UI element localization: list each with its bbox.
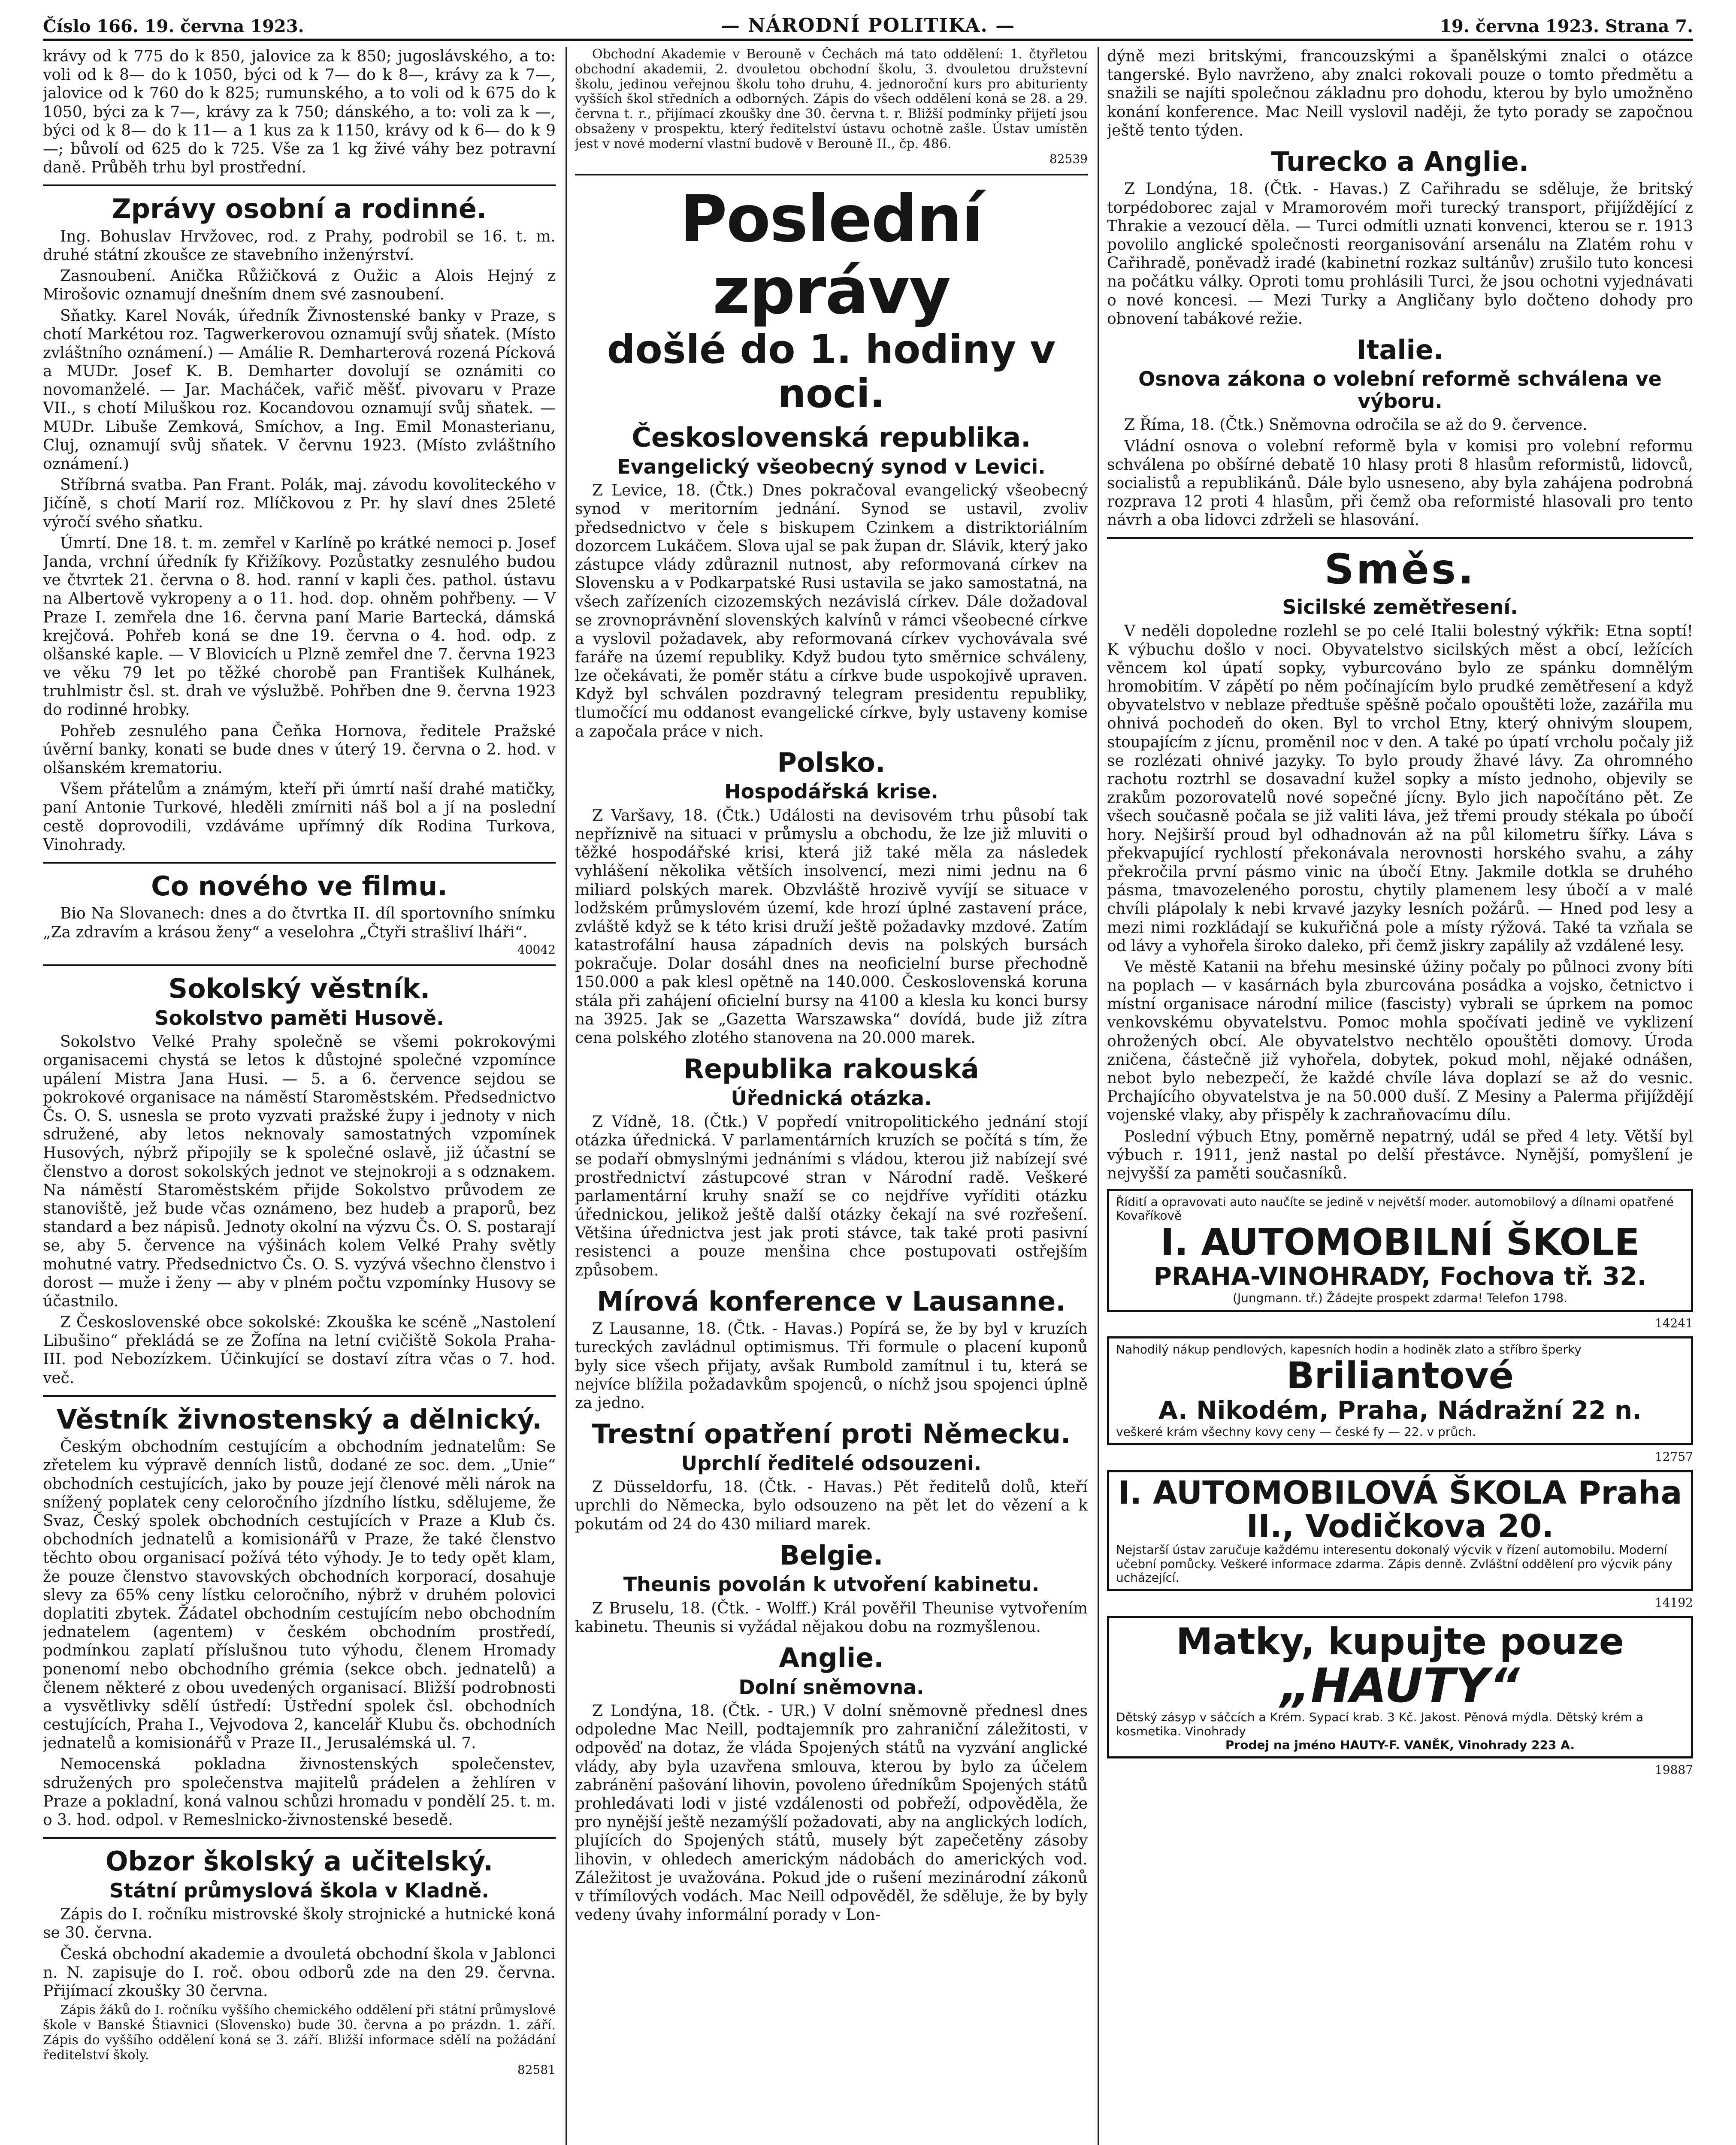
article-text: Z Bruselu, 18. (Čtk. - Wolff.) Král pověřil Theunise vytvořením kabinetu. Theunis si vyžádal nějakou dobu na rozmyšlenou. — [575, 1599, 1088, 1636]
column-1 — [43, 47, 556, 2145]
section-subheading: Úřednická otázka. — [731, 1086, 932, 1110]
latest-news-subheading: došlé do 1. hodiny v noci. — [607, 326, 1056, 417]
ad-code: 40042 — [517, 942, 556, 957]
ad-title: I. AUTOMOBILOVÁ ŠKOLA Praha II., Vodičkova 20. — [1118, 1474, 1682, 1545]
section-subheading: Hospodářská krise. — [724, 780, 938, 804]
article-text: Bio Na Slovanech: dnes a do čtvrtka II. díl sportovního snímku „Za zdravím a krásou ženy“ a veselohra „Čtyři strašliví lháři“. — [43, 905, 556, 941]
divider — [43, 184, 556, 186]
article-text: Sokolstvo Velké Prahy společně se všemi pokrokovými organisacemi chystá se letos k důstojné společné vzpomínce upálení Mistra Jana Husi. — 5. a 6. července sejdou se pokrokové organisace na náměstí Staroměstském. Předsednictvo Čs. O. S. usnesla se proto vyzvati pražské župy i jednoty v nich sdružené, aby letos neknovaly samostatných vzpomínek Husových, nýbrž připojily se k společné oslavě, již účastní se členstvo a dorost sokolských jednot ve stejnokroji a s odznakem. Na náměstí Staroměstském přijde Sokolstvo průvodem ze stanoviště, jež bude včas oznámeno, bez hudeb a praporů, bez standard a bez nápisů. Jednoty okolní na výzvu Čs. O. S. postarají se, aby 5. července na výšinách kolem Velké Prahy světly mohutné vatry. Předsednictvo Čs. O. S. vyzývá všechno členstvo i dorost — muže i ženy — aby v plném počtu vzpomínky Husovy se účastnilo. — [43, 1033, 556, 1310]
section-heading: Italie. — [1356, 334, 1444, 366]
article-text: Stříbrná svatba. Pan Frant. Polák, maj. závodu kovoliteckého v Jičíně, s chotí Marií roz. Mlíčkovou z Pr. hy slaví dnes 25leté výročí svého sňatku. — [43, 476, 556, 531]
page-header — [43, 13, 1693, 41]
advertisement — [1107, 1470, 1693, 1591]
article-text: Zápis žáků do I. ročníku vyššího chemického oddělení při státní průmyslové škole v Banské Štiavnici (Slovensko) bude 30. června a po prázdn. 1. září. Zápis do vyššího oddělení koná se 3. září. Bližší informace sdělí na požádání ředitelství školy. — [43, 2003, 556, 2063]
ad-text: Prodej na jméno HAUTY-F. VANĚK, Vinohrady 223 A. — [1225, 1737, 1575, 1752]
section-subheading: Uprchlí ředitelé odsouzeni. — [681, 1451, 982, 1475]
section-subheading: Sicilské zemětřesení. — [1282, 595, 1518, 619]
section-heading: Polsko. — [777, 746, 886, 778]
article-text: Z Lausanne, 18. (Čtk. - Havas.) Popírá se, že by byl v kruzích tureckých zavládnul optimismus. Tři formule o placení kuponů byly sice všech přijaty, avšak Rumbold zamítnul i tu, která se nejvíce blížila požadavkům spojenců, o níchž jsou spojenci úplně za jedno. — [575, 1320, 1088, 1412]
article-text: Z Londýna, 18. (Čtk. - UR.) V dolní sněmovně přednesl dnes odpoledne Mac Neill, podtajemník pro zahraniční záležitosti, v odpověď na dotaz, že vláda Spojených států na vyzvání anglické vlády, aby byla uzavřena smlouva, kterou by bylo za účelem zabránění pašování lihovin, povoleno úředníkům Spojených států prohledávati lodi v jisté vzdálenosti od pobřeží, odpověděla, že pro nynější ještě nezamýšlí požadovati, aby na anglických lodích, plujících do Spojených států, musely být zapečetěny zásoby lihovin, v ohledech americkým nádobách do amerických vod. Záležitost je uvažována. Pokud jde o rušení mezinárodní zákonů v třímílových vodách. Mac Neill odpověděl, že sděluje, že by byly vedeny úvahy informální porady v Lon- — [575, 1702, 1088, 1924]
article-text: Z Londýna, 18. (Čtk. - Havas.) Z Cařihradu se sděluje, že britský torpédoborec zajal v Mramorovém moři turecký transport, přijíždějící z Thrakie a vezoucí děla. — Turci odmítli uznati konvenci, kterou se r. 1913 povolilo anglické společnosti reorganisování arsenálu na Zlatém rohu v Cařihradě, poněvadž iradé (kabinetní rozkaz sultánův) zrušilo tuto koncesi na počátku války. Oproti tomu prohlásili Turci, že jsou ochotni vyjednávati o nové koncesi. — Mezi Turky a Angličany bylo dočteno dohody pro obnovení tabákové režie. — [1107, 180, 1693, 328]
ad-subtitle: PRAHA-VINOHRADY, Fochova tř. 32. — [1153, 1261, 1647, 1291]
article-text: Z Düsseldorfu, 18. (Čtk. - Havas.) Pět ředitelů dolů, kteří uprchli do Německa, bylo odsouzeno na pět let do vězení a k pokutám od 24 do 430 miliard marek. — [575, 1478, 1088, 1533]
ad-title: Matky, kupujte pouze — [1176, 1620, 1624, 1663]
section-subheading: Státní průmyslová škola v Kladně. — [109, 1879, 489, 1902]
ad-text: veškeré krám všechny kovy ceny — české fy — 22. v průch. — [1116, 1425, 1476, 1439]
article-text: Z Říma, 18. (Čtk.) Sněmovna odročila se až do 9. července. — [1124, 416, 1588, 434]
ad-code: 82581 — [517, 2063, 556, 2077]
section-subheading: Sokolstvo paměti Husově. — [154, 1006, 444, 1030]
article-text: Ve městě Katanii na břehu mesinské úžiny počaly po půlnoci zvony bíti na poplach — v kasárnách byla zburcována posádka a vojsko, četnictvo i místní organisace národní milice (fascisty) vybrali se úprkem na pomoc venkovskému obyvatelstvu. Pomoc mohla spočívati jedině ve vyklizení ohrožených obcí. Ale obyvatelstvo nechtělo opouštěti domovy. Úroda zničena, částečně již vyhořela, dobytek, pokud mohl, nějaké odnášen, nebot bylo nebezpečí, že každé chvíle láva doplazí se až do vesnic. Prchajícího obyvatelstva je na 50.000 duší. Z Mesiny a Palerma přijíždějí vojenské vlaky, aby přispěly k zachraňovacímu dílu. — [1107, 958, 1693, 1124]
section-heading: Směs. — [1324, 545, 1476, 594]
article-text: Z Levice, 18. (Čtk.) Dnes pokračoval evangelický všeobecný synod v meritorním jednání. Synod se ustavil, zvoliv předsednictvo v čele s biskupem Czinkem a distriktoriálním dozorcem Lukáčem. Slova ujal se pak župan dr. Slávik, který jako zástupce vlády zdůraznil nutnost, aby reformovaná církev na Slovensku a v Podkarpatské Rusi ustavila se jako samostatná, na všech zařízeních cizozemských nezávislá církev. Dále dožadoval se zrovnoprávnění slovenských kalvínů v rámci všeobecné církve a vyslovil požadavek, aby reformovaná církev vychovávala své faráře na území republiky. Když budou tyto směrnice schváleny, lze očekávati, že poměr státu a církve bude uspokojivě upraven. Když byl schválen pozdravný telegram presidentu republiky, tlumočící mu oddanost evangelické církve, byly ustaveny komise a započala práce v nich. — [575, 482, 1088, 740]
article-text: Sňatky. Karel Novák, úředník Živnostenské banky v Praze, s chotí Markétou roz. Tagwerkerovou oznamují svůj sňatek. (Místo zvláštního oznámení.) — Amálie R. Demharterová rozená Pícková a MUDr. Josef K. B. Demharter dovolují se oznámiti co novomanželé. — Jar. Macháček, vařič měšť. pivovaru v Praze VII., s chotí Miluškou roz. Kocandovou oznamují svůj sňatek. — MUDr. Libuše Zemková, Smíchov, a Ing. Emil Monasterianu, Cluj, oznamují svůj sňatek. V červnu 1923. (Místo zvláštního oznámení.) — [43, 307, 556, 473]
ad-title: I. AUTOMOBILNÍ ŠKOLE — [1160, 1221, 1640, 1264]
column-divider — [566, 47, 567, 2145]
article-text: Zápis do I. ročníku mistrovské školy strojnické a hutnické koná se 30. června. — [43, 1906, 556, 1942]
advertisement — [1107, 1336, 1693, 1445]
section-heading: Trestní opatření proti Německu. — [592, 1418, 1071, 1450]
article-text: Nemocenská pokladna živnostenských společenstev, sdružených pro společenstva majitelů prádelen a žehlíren v Praze a pokladní, koná valnou schůzi hromadu v pondělí 25. t. m. o 3. hod. odpol. v Remeslnicko-živnostenské besedě. — [43, 1755, 556, 1829]
section-heading: Sokolský věstník. — [168, 973, 430, 1005]
article-text: Z Československé obce sokolské: Zkouška ke scéně „Nastolení Libušino“ překládá se ze Žofína na letní cvičiště Sokola Praha-III. pod Nebozízkem. Účinkující se dostaví zítra včas o 7. hod. več. — [43, 1314, 556, 1387]
ad-code: 14241 — [1654, 1316, 1693, 1330]
section-heading: Anglie. — [779, 1642, 884, 1674]
ad-title: Briliantové — [1286, 1354, 1514, 1398]
ad-code: 19887 — [1654, 1762, 1693, 1777]
divider — [43, 964, 556, 966]
section-heading: Věstník živnostenský a dělnický. — [56, 1403, 542, 1435]
divider — [43, 1395, 556, 1397]
article-text: Ing. Bohuslav Hrvžovec, rod. z Prahy, podrobil se 16. t. m. druhé státní zkoušce ze stavebního inženýrství. — [43, 227, 556, 264]
page-number: 19. června 1923. Strana 7. — [1440, 16, 1693, 36]
ad-text: Nejstarší ústav zaručuje každému interesentu dokonalý výcvik v řízení automobilu. Moderní učební pomůcky. Veškeré informace zdarma. Zápis denně. Zvláštní oddělení pro výcvik pány ucházející. — [1116, 1543, 1672, 1585]
advertisement — [1107, 1189, 1693, 1311]
issue-number: Číslo 166. 19. června 1923. — [43, 16, 304, 36]
newspaper-title: — NÁRODNÍ POLITIKA. — — [720, 15, 1016, 36]
article-text: Českým obchodním cestujícím a obchodním jednatelům: Se zřetelem ku výpravě denních listů, dodané ze soc. dem. „Unie“ obchodních cestujících, jako by pouze její členové měli nárok na snížený poplatek ceny celoročního jízdního lístku, sdělujeme, že Svaz, Český spolek obchodních cestujících v Praze a Klub čs. obchodních jednatelů a komisionářů v Praze, že také členstvo těchto obou organisací požívá této výhody. Je to tedy opět klam, že pouze členstvo stavovských obchodních korporací, dosahuje slevy za 65% ceny lístku celoročního, nýbrž v druhém polovici doplatiti zbytek. Žádatel obchodním cestujícím nebo obchodním jednatelem (agentem) v českém obchodním prostředí, podmínkou zaplatí příslušnou tuto výhodu, členem Hromady ponenomí nebo obchodního grémia (sekce obch. jednatelů) a členem některé z obou uvedených organisací. Bližší podrobnosti a vysvětlivky sdělí ústředí: Ústřední spolek čsl. obchodních cestujících, Praha I., Vejvodova 2, kancelář Klubu čs. obchodních jednatelů a komisionářů v Praze II., Jerusalémská ul. 7. — [43, 1438, 556, 1752]
article-text: Poslední výbuch Etny, poměrně nepatrný, udál se před 4 lety. Větší byl výbuch r. 1911, jenž nastal po delší přestávce. Nynější, pomyšlení je nejvyšší za paměti současníků. — [1107, 1127, 1693, 1182]
ad-subtitle: A. Nikodém, Praha, Nádražní 22 n. — [1158, 1395, 1642, 1425]
ad-code: 14192 — [1654, 1595, 1693, 1610]
advertisement — [1107, 1616, 1693, 1758]
section-subheading: Theunis povolán k utvoření kabinetu. — [623, 1573, 1040, 1596]
column-3 — [1107, 47, 1693, 2145]
section-heading: Mírová konference v Lausanne. — [597, 1285, 1066, 1317]
article-text: Česká obchodní akademie a dvouletá obchodní škola v Jablonci n. N. zapisuje do I. roč. obou odborů zde na den 29. června. Přijímací zkoušky 30 června. — [43, 1945, 556, 2000]
notice-text: Obchodní Akademie v Berouně v Čechách má tato oddělení: 1. čtyřletou obchodní akademii, 2. dvouletou obchodní školu, 3. dvouletou družstevní školu, jedinou veřejnou školu toho druhu, 4. jednoroční kurs pro abiturienty vyšších škol středních a odborných. Zápis do všech oddělení koná se 28. a 29. června t. r., přijímací zkoušky dne 30. června t. r. Bližší podmínky přijetí jsou obsaženy v prospektu, který ředitelství ústavu ochotně zašle. Ústav umístěn jest v nové moderní vlastní budově v Berouně II., čp. 486. — [575, 47, 1088, 151]
section-heading: Zprávy osobní a rodinné. — [112, 193, 487, 225]
ad-text: Řídití a opravovati auto naučíte se jedině v největší moder. automobilový a dílnami opatřené Kovaříkově — [1116, 1195, 1674, 1223]
divider — [43, 1837, 556, 1839]
article-text: Zasnoubení. Anička Růžičková z Oužic a Alois Hejný z Mirošovic oznamují dnešním dnem své zasnoubení. — [43, 267, 556, 304]
divider — [43, 862, 556, 864]
article-text: Vládní osnova o volební reformě byla v komisi pro volební reformu schválena po obšírné debatě 10 hlasy proti 8 hlasům reformistů, lidovců, socialistů a republikánů. Dále bylo usneseno, aby byla zahájena podrobná rozprava 12 proti 4 hlasům, při čemž oba reformisté hlasovali pro tento návrh a oba lidovci zdrželi se hlasování. — [1107, 437, 1693, 529]
article-text: Z Vídně, 18. (Čtk.) V popředí vnitropolitického jednání stojí otázka úřednická. V parlamentárních kruzích se počítá s tím, že se podaří obmyslnými jednáními s vládou, kterou již nabízejí své prostřednictví zástupcové stran v Národní radě. Veškeré parlamentární kruhy snaží se co nejdříve vyříditi otázku úřednickou, jelikož ještě další otázky čekají na své rozřešení. Většina úřednictva jest jak proti stávce, tak také proti pasivní resistenci a pouze menšina chce postupovati ostřejším způsobem. — [575, 1113, 1088, 1279]
column-2 — [575, 47, 1088, 2145]
section-subheading: Dolní sněmovna. — [738, 1675, 924, 1699]
article-text: V neděli dopoledne rozlehl se po celé Italii bolestný výkřik: Etna soptí! K výbuchu došlo v noci. Obyvatelstvo sicilských měst a obcí, ležících věncem kol úpatí sopky, vyburcováno bylo ze spánku domnělým hromobitím. V zápětí po něm počínajícím bylo prudké zemětřesení a když obyvatelstvo v neblaze předtuše spěšně počalo opouštěti lože, zazářila mu ohnivá pochodeň do oken. Byl to vrchol Etny, který ohnivým sloupem, stoupajícím z jícnu, proměnil noc v den. A také po úpatí vrcholu počaly již se rozlézati ohnivé jazyky. To bylo proudy žhavé lávy. Za ohromného rachotu roztrhl se dosavadní kužel sopky a místo jednoho, objevily se zrakům pozorovatelů nové sopečné jícny. Bylo jich napočítáno pět. Ze všech současně počala se již valiti láva, jež třemi proudy stékala po úbočí hory. Nejširší proud byl odhadnován až na půl kilometru šířky. Láva s překvapující rychlostí překonávala nerovnosti horského svahu, a záhy překročila první pásmo vinic na úbočí Etny. Jakmile dotkla se druhého pásma, tmavozeleného porostu, chytily plamenem lesy úbočí a v malé chvíli plápolaly k nebi krvavé jazyky lesních požárů. — Hned pod lesy a mezi nimi rozkládají se kukuřičná pole a místy rýžová. Také ta vzňala se od lávy a vyhořela široko daleko, při čemž jiskry zapálily až vzdálené lesy. — [1107, 622, 1693, 955]
section-heading: Obzor školský a učitelský. — [105, 1846, 493, 1877]
divider — [575, 174, 1088, 175]
article-text: Všem přátelům a známým, kteří při úmrtí naší drahé matičky, paní Antonie Turkové, hleděli zmírniti náš bol a jí na poslední cestě doprovodili, vzdáváme upřímný dík Rodina Turkova, Vinohrady. — [43, 780, 556, 854]
section-heading: Turecko a Anglie. — [1271, 145, 1529, 177]
article-text: dýně mezi britskými, francouzskými a španělskými znalci o otázce tangerské. Bylo navrženo, aby znalci rokovali pouze o tomto předmětu a snažili se najíti společnou základnu pro dohodu, kterou by bylo umožněno konání konference. Mac Neill vyslovil naději, že tyto porady se započnou ještě tento týden. — [1107, 48, 1693, 139]
section-heading: Republika rakouská — [684, 1053, 979, 1085]
ad-code: 82539 — [1049, 151, 1088, 166]
article-text: Pohřeb zesnulého pana Čeňka Hornova, ředitele Pražské úvěrní banky, konati se bude dnes v úterý 19. června o 2. hod. v olšanském krematoriu. — [43, 722, 556, 777]
latest-news-heading: Poslední zprávy — [680, 182, 983, 329]
article-text: Z Varšavy, 18. (Čtk.) Události na devisovém trhu působí tak nepříznivě na situaci v průmyslu a obchodu, že lze již mluviti o těžké hospodářské krisi, která již také měla za následek vyhlášení několika větších insolvencí, mezi nimi jednu na 6 miliard polských marek. Obzvláště hrozivě vyvíjí se situace v lodžském průmyslovém území, kde hrozí úplné zastavení práce, zvláště když se k této krisi druží ještě požadavky mzdové. Zatím katastrofální hausa západních devis na polských bursách pokračuje. Dolar dosáhl dnes na neoficielní burse přechodně 150.000 a pak klesl opětně na 140.000. Československá koruna stála při zahájení oficielní bursy na 4100 a klesla ku konci bursy na 3925. Jak se „Gazetta Warszawska“ dovídá, bude již zítra cena polského zlotého stanovena na 20.000 marek. — [575, 807, 1088, 1047]
section-subheading: Evangelický všeobecný synod v Levici. — [617, 455, 1046, 478]
ad-text: Dětský zásyp v sáčcích a Krém. Sypací krab. 3 Kč. Jakost. Pěnová mýdla. Dětský krém a kosmetika. Vinohrady — [1116, 1710, 1644, 1738]
section-heading: Československá republika. — [632, 422, 1031, 453]
section-heading: Co nového ve filmu. — [151, 870, 448, 902]
section-heading: Belgie. — [779, 1539, 883, 1571]
article-text: krávy od k 775 do k 850, jalovice za k 850; jugoslávského, a to: voli od k 8— do k 1050, býci od k 7— do k 8—, krávy za k 7—, jalovice od k 760 do k 825; rumunského, a to voli od k 675 do k 1050, býci za k 7—, krávy za k 750; dánského, a to: voli za k —, býci od k 8— do k 11— a 1 kus za k 1150, krávy od k 6— do k 9—; bůvolí od 625 do k 725. Vše za 1 kg živé váhy bez potravní daně. Průběh trhu byl prostřední. — [43, 48, 556, 177]
ad-text: Nahodilý nákup pendlových, kapesních hodin a hodiněk zlato a stříbro šperky — [1116, 1342, 1582, 1357]
ad-code: 12757 — [1654, 1450, 1693, 1464]
column-divider — [1098, 47, 1099, 2145]
divider — [1107, 537, 1693, 539]
ad-brand: „HAUTY“ — [1280, 1658, 1520, 1713]
section-subheading: Osnova zákona o volební reformě schválena ve výboru. — [1138, 367, 1662, 413]
article-text: Úmrtí. Dne 18. t. m. zemřel v Karlíně po krátké nemoci p. Josef Janda, vrchní úředník fy Křižíkovy. Pozůstatky zesnulého budou ve čtvrtek 21. června o 8. hod. ranní v kapli čes. pathol. ústavu na Albertově vykropeny a o 11. hod. dop. ohněm pohřbeny. — V Praze I. zemřela dne 16. června paní Marie Bartecká, dámská krejčová. Pohřeb koná se dne 19. června o 4. hod. odp. z olšanské kaple. — V Blovicích u Plzně zemřel dne 7. června 1923 ve věku 79 let po těžké chorobě pan František Kulhánek, truhlmistr čsl. st. drah ve výslužbě. Pohřben dne 9. června 1923 do rodinné hrobky. — [43, 534, 556, 719]
ad-text: (Jungmann. tř.) Žádejte prospekt zdarma! Telefon 1798. — [1232, 1291, 1568, 1305]
